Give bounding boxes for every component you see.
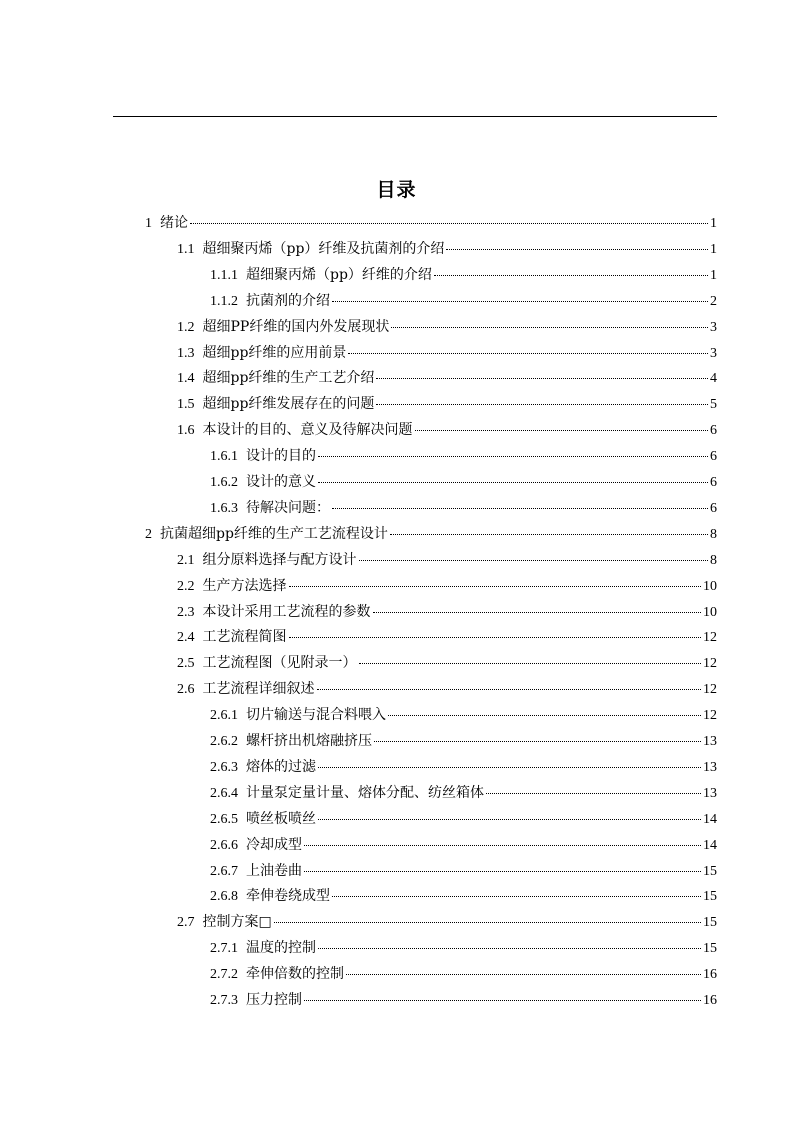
toc-entry-number: 2.6 — [177, 682, 195, 698]
toc-entry-title: 绪论 — [160, 215, 188, 231]
toc-entry[interactable] — [177, 601, 717, 623]
toc-entry-title: 超细pp纤维的生产工艺介绍 — [202, 370, 375, 387]
toc-entry-page: 6 — [710, 449, 717, 465]
toc-leader-dots — [388, 715, 701, 716]
toc-entry-number: 2.4 — [177, 630, 195, 646]
toc-entry-title: 熔体的过滤 — [246, 758, 316, 775]
toc-entry-number: 2.2 — [177, 578, 195, 594]
toc-entry[interactable] — [177, 367, 717, 389]
toc-entry-page: 3 — [710, 345, 717, 361]
toc-entry[interactable] — [177, 238, 717, 260]
toc-entry-page: 8 — [710, 526, 717, 542]
toc-entry-number: 2.6.3 — [210, 759, 238, 775]
toc-entry[interactable] — [210, 885, 717, 907]
toc-entry[interactable] — [210, 963, 717, 985]
toc-entry-page: 15 — [703, 889, 717, 905]
toc-entry-page: 6 — [710, 475, 717, 490]
toc-entry-number: 1.1.1 — [210, 267, 238, 283]
toc-entry-page: 13 — [703, 759, 717, 775]
toc-leader-dots — [348, 353, 708, 354]
toc-entry-number: 2.3 — [177, 604, 195, 620]
toc-entry-title: 工艺流程简图 — [202, 629, 287, 646]
toc-leader-dots — [289, 637, 702, 638]
toc-entry-number: 2.7.1 — [210, 941, 238, 957]
toc-entry[interactable] — [177, 626, 717, 648]
toc-entry-page: 15 — [703, 941, 717, 957]
toc-entry[interactable] — [177, 316, 717, 338]
toc-leader-dots — [359, 663, 702, 664]
toc-entry-number: 2.6.7 — [210, 863, 238, 879]
toc-entry-page: 13 — [703, 785, 717, 801]
toc-leader-dots — [391, 327, 708, 328]
toc-leader-dots — [486, 793, 701, 794]
toc-entry[interactable] — [210, 264, 717, 286]
toc-leader-dots — [390, 534, 708, 535]
toc-leader-dots — [190, 223, 708, 224]
toc-entry-page: 12 — [703, 708, 717, 724]
toc-leader-dots — [304, 1000, 701, 1001]
toc-entry-page: 14 — [703, 811, 717, 827]
toc-entry-page: 6 — [710, 423, 717, 439]
toc-entry-page: 1 — [710, 216, 717, 231]
toc-entry[interactable] — [177, 419, 717, 441]
page-title: 目录 — [376, 179, 417, 201]
toc-leader-dots — [415, 430, 709, 431]
toc-leader-dots — [304, 871, 701, 872]
toc-entry-page: 2 — [710, 293, 717, 309]
toc-entry-title: 控制方案□ — [202, 914, 272, 931]
toc-leader-dots — [318, 482, 708, 483]
toc-entry-page: 10 — [703, 604, 717, 620]
toc-entry-number: 1.3 — [177, 345, 195, 361]
toc-entry-number: 1.6.2 — [210, 475, 238, 490]
toc-entry-title: 冷却成型 — [246, 836, 302, 853]
header-rule — [113, 116, 717, 117]
toc-entry[interactable] — [210, 937, 717, 959]
toc-entry-number: 2.6.2 — [210, 734, 238, 749]
toc-entry-title: 待解决问题： — [246, 499, 330, 516]
toc-entry-page: 1 — [710, 267, 717, 283]
toc-entry-title: 超细PP纤维的国内外发展现状 — [202, 318, 390, 335]
toc-leader-dots — [317, 689, 702, 690]
toc-entry[interactable] — [177, 911, 717, 933]
toc-entry-title: 计量泵定量计量、熔体分配、纺丝箱体 — [246, 784, 484, 801]
toc-entry-number: 2 — [145, 526, 152, 542]
toc-entry-number: 2.7.2 — [210, 967, 238, 983]
toc-entry-title: 超细聚丙烯（pp）纤维及抗菌剂的介绍 — [202, 240, 445, 257]
toc-leader-dots — [318, 767, 701, 768]
toc-entry[interactable] — [210, 756, 717, 778]
toc-entry[interactable] — [210, 290, 717, 312]
toc-entry-page: 16 — [703, 993, 717, 1008]
toc-entry-page: 12 — [703, 630, 717, 646]
toc-entry[interactable] — [177, 549, 717, 571]
toc-entry[interactable] — [177, 393, 717, 415]
toc-entry[interactable] — [210, 782, 717, 804]
toc-leader-dots — [332, 301, 708, 302]
toc-entry[interactable] — [210, 497, 717, 519]
toc-entry-title: 牵伸倍数的控制 — [246, 966, 344, 983]
toc-entry-title: 本设计采用工艺流程的参数 — [202, 603, 371, 620]
toc-entry-title: 工艺流程详细叙述 — [202, 681, 315, 698]
toc-entry-title: 压力控制 — [246, 992, 302, 1008]
toc-entry-number: 1.1.2 — [210, 293, 238, 309]
toc-entry-number: 1.6.3 — [210, 500, 238, 516]
toc-leader-dots — [376, 378, 708, 379]
toc-entry[interactable] — [177, 575, 717, 597]
toc-entry[interactable] — [145, 523, 717, 545]
toc-leader-dots — [318, 948, 701, 949]
toc-entry-number: 1.6.1 — [210, 449, 238, 465]
toc-entry[interactable] — [210, 808, 717, 830]
toc-entry-title: 设计的意义 — [246, 474, 316, 490]
toc-entry-number: 1.6 — [177, 423, 195, 439]
toc-entry-page: 3 — [710, 319, 717, 335]
toc-entry[interactable] — [210, 445, 717, 467]
toc-leader-dots — [318, 819, 701, 820]
toc-entry-number: 1.5 — [177, 397, 195, 413]
toc-entry-page: 13 — [703, 734, 717, 749]
toc-entry[interactable] — [210, 704, 717, 726]
toc-entry-number: 2.5 — [177, 656, 195, 672]
toc-entry-page: 4 — [710, 371, 717, 387]
toc-entry-page: 12 — [703, 682, 717, 698]
toc-entry-page: 14 — [703, 837, 717, 853]
toc-entry-number: 2.7 — [177, 915, 195, 931]
toc-entry[interactable] — [177, 652, 717, 674]
toc-entry-number: 2.6.1 — [210, 708, 238, 724]
toc-leader-dots — [274, 922, 701, 923]
toc-entry-title: 生产方法选择 — [202, 577, 287, 594]
toc-entry-number: 2.7.3 — [210, 993, 238, 1008]
toc-entry-title: 上油卷曲 — [246, 862, 302, 879]
toc-entry[interactable] — [210, 860, 717, 882]
toc-leader-dots — [346, 974, 701, 975]
toc-leader-dots — [332, 896, 701, 897]
toc-leader-dots — [332, 508, 708, 509]
toc-leader-dots — [374, 741, 701, 742]
toc-entry-number: 2.6.6 — [210, 837, 238, 853]
toc-entry-page: 6 — [710, 500, 717, 516]
toc-entry-page: 15 — [703, 863, 717, 879]
toc-entry-title: 螺杆挤出机熔融挤压 — [246, 733, 372, 749]
toc-entry-title: 设计的目的 — [246, 448, 316, 465]
toc-entry-title: 超细pp纤维发展存在的问题 — [202, 396, 375, 413]
toc-entry-page: 5 — [710, 397, 717, 413]
toc-leader-dots — [376, 404, 708, 405]
toc-entry-number: 2.6.5 — [210, 811, 238, 827]
toc-entry-number: 1 — [145, 216, 152, 231]
toc-entry-title: 组分原料选择与配方设计 — [202, 551, 357, 568]
toc-entry-page: 15 — [703, 915, 717, 931]
toc-entry-number: 2.1 — [177, 552, 195, 568]
toc-entry-number: 1.1 — [177, 241, 195, 257]
toc-entry-title: 温度的控制 — [246, 940, 316, 957]
toc-entry-page: 12 — [703, 656, 717, 672]
toc-entry-title: 工艺流程图（见附录一） — [202, 655, 357, 672]
toc-entry-number: 2.6.4 — [210, 785, 238, 801]
toc-entry-number: 1.2 — [177, 319, 195, 335]
toc-entry-number: 2.6.8 — [210, 889, 238, 905]
toc-entry[interactable] — [210, 471, 717, 493]
toc-entry-title: 牵伸卷绕成型 — [246, 888, 330, 905]
toc-entry-number: 1.4 — [177, 371, 195, 387]
toc-entry-title: 本设计的目的、意义及待解决问题 — [202, 422, 413, 439]
toc-entry[interactable] — [145, 212, 717, 234]
toc-entry-title: 喷丝板喷丝 — [246, 810, 316, 827]
toc-entry-page: 8 — [710, 552, 717, 568]
toc-leader-dots — [304, 845, 701, 846]
toc-entry-title: 切片输送与混合料喂入 — [246, 707, 386, 724]
toc-entry-page: 10 — [703, 578, 717, 594]
toc-entry[interactable] — [210, 834, 717, 856]
toc-entry-title: 超细pp纤维的应用前景 — [202, 344, 347, 361]
toc-leader-dots — [318, 456, 708, 457]
toc-leader-dots — [373, 612, 702, 613]
toc-leader-dots — [359, 560, 709, 561]
toc-entry[interactable] — [177, 342, 717, 364]
toc-entry-title: 抗菌超细pp纤维的生产工艺流程设计 — [160, 525, 388, 542]
toc-entry[interactable] — [210, 730, 717, 752]
toc-leader-dots — [446, 249, 708, 250]
toc-entry-title: 抗菌剂的介绍 — [246, 292, 330, 309]
toc-leader-dots — [434, 275, 708, 276]
toc-entry[interactable] — [177, 678, 717, 700]
toc-entry-page: 1 — [710, 241, 717, 257]
toc-entry[interactable] — [210, 989, 717, 1011]
toc-leader-dots — [289, 586, 702, 587]
toc-entry-page: 16 — [703, 967, 717, 983]
toc-entry-title: 超细聚丙烯（pp）纤维的介绍 — [246, 266, 432, 283]
